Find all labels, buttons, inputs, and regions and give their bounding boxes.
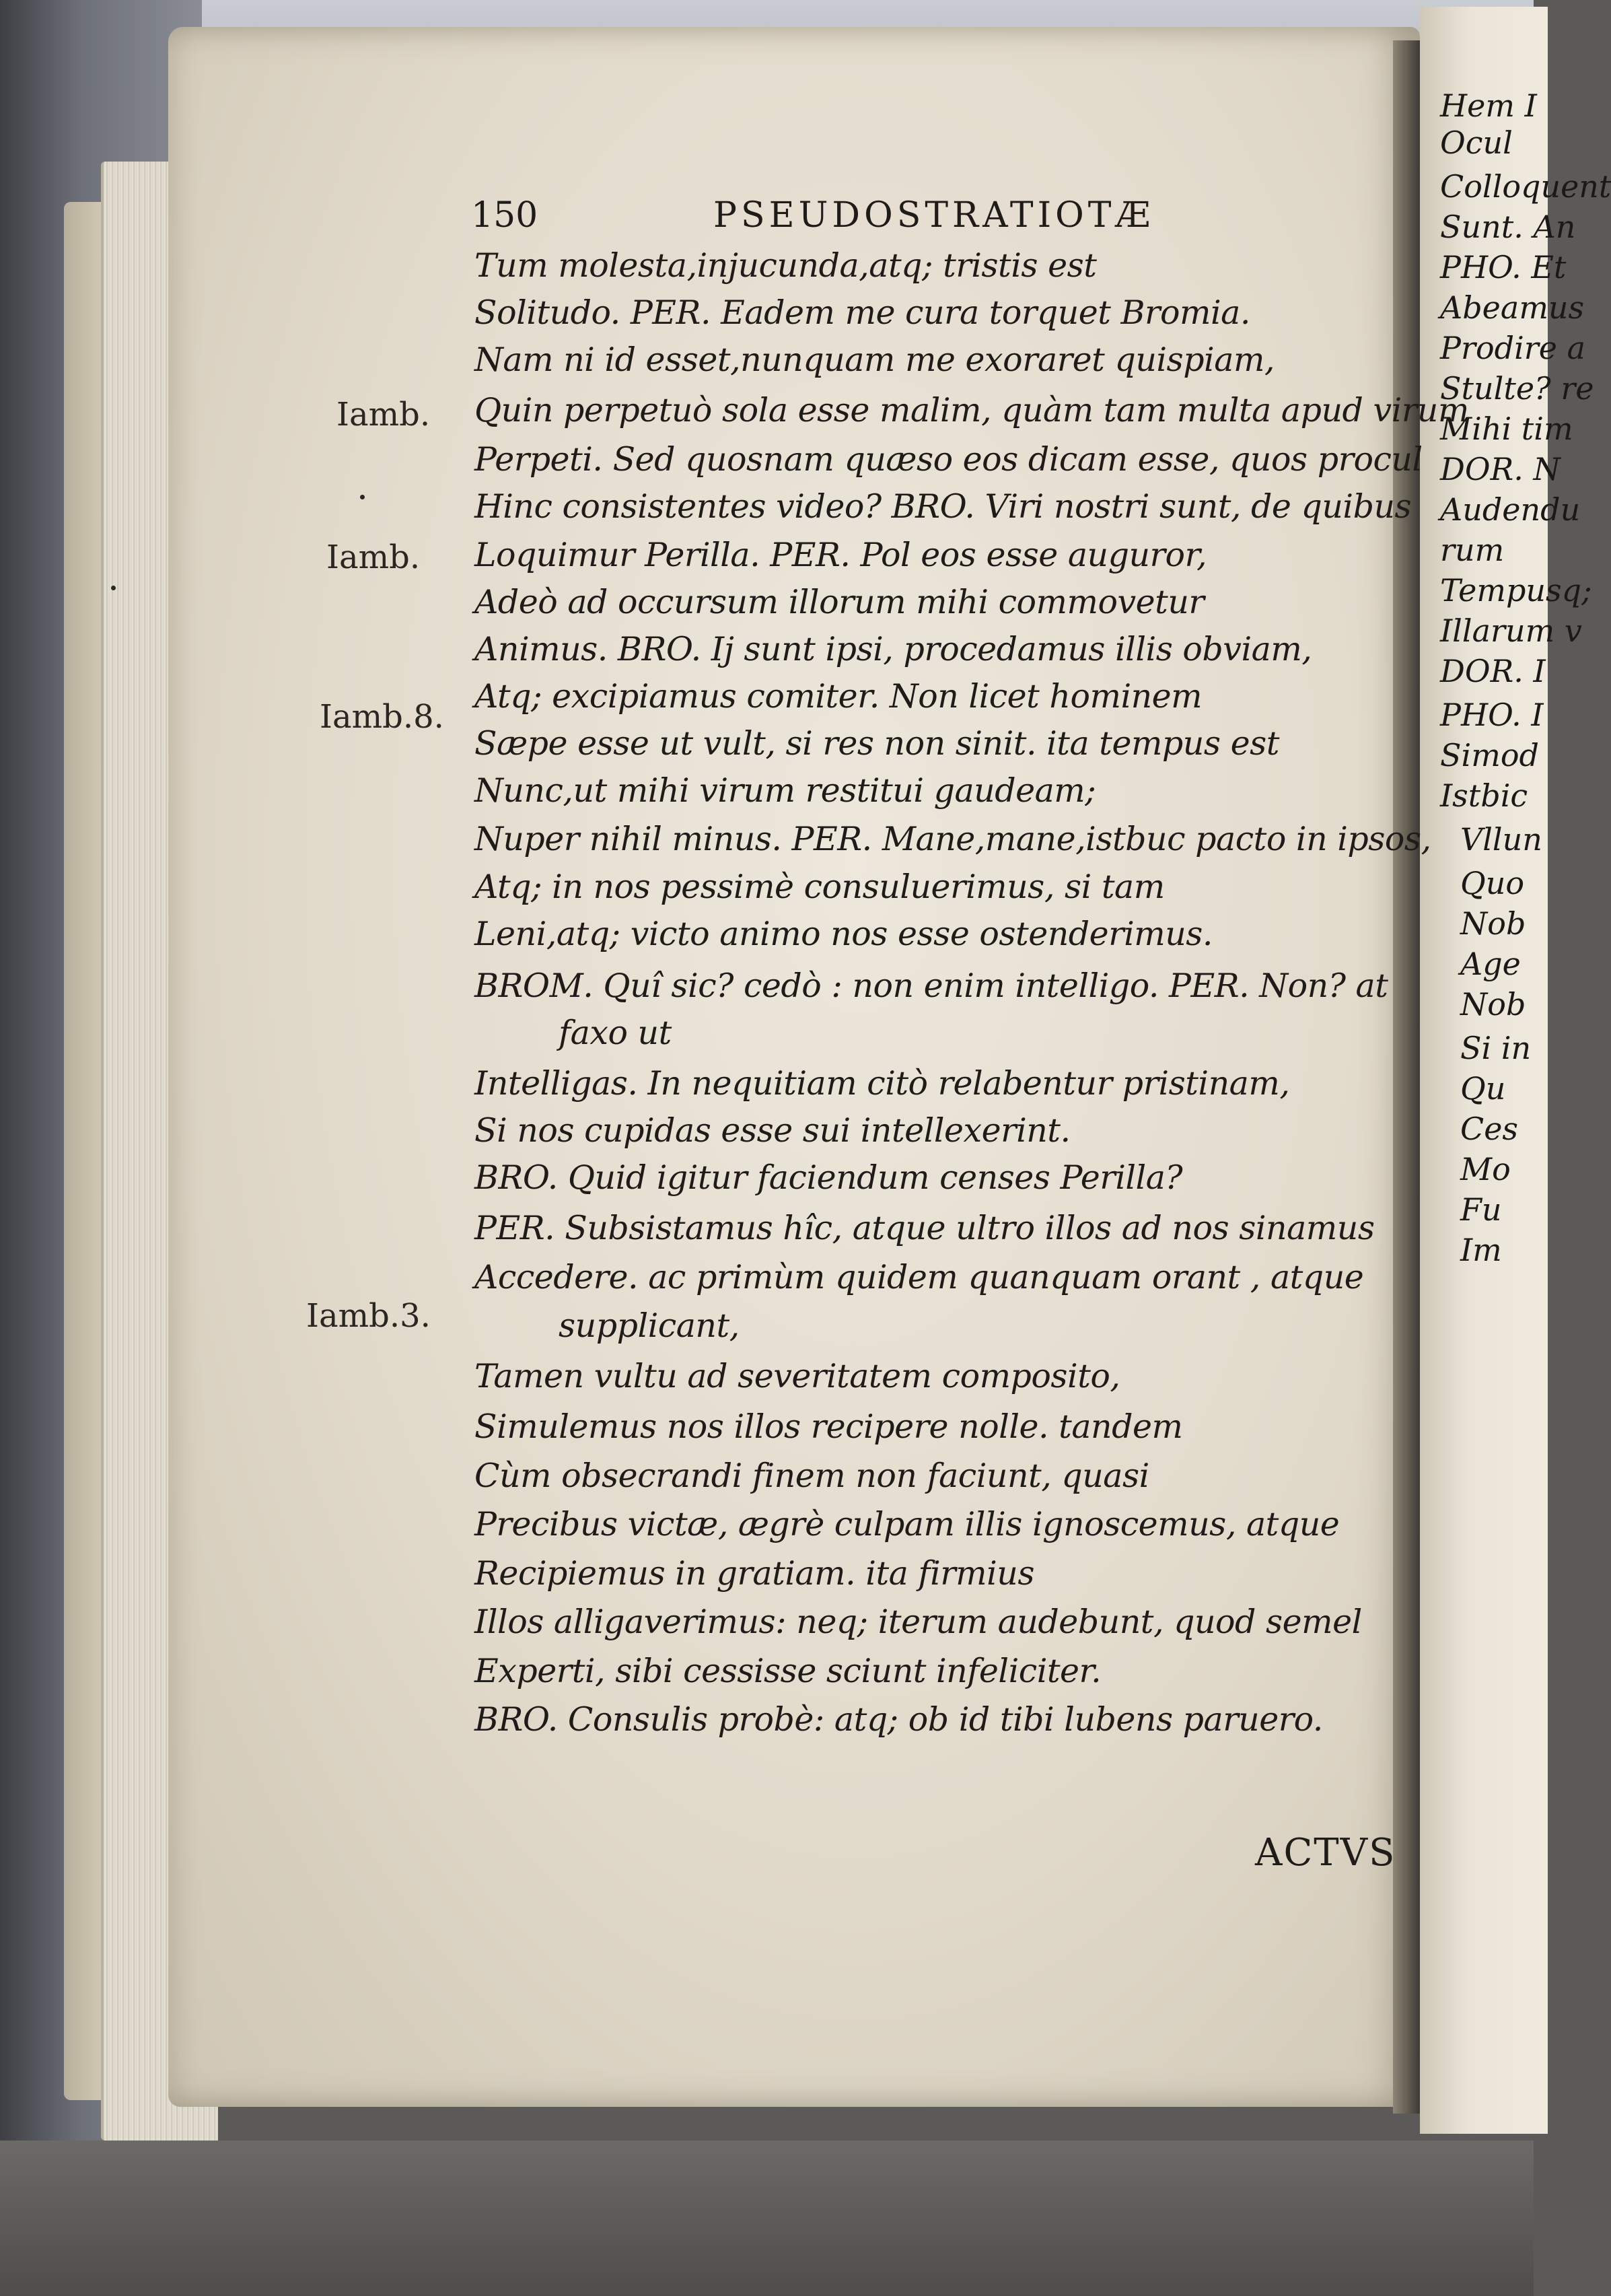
text-line: Illos alligaverimus: neq; iterum audebunt, quod semel [474, 1603, 1362, 1641]
facing-page-text: Im [1460, 1232, 1502, 1268]
text-line: Precibus victæ, ægrè culpam illis ignoscemus, atque [474, 1505, 1340, 1543]
text-line: BRO. Consulis probè: atq; ob id tibi lubens paruero. [474, 1700, 1323, 1739]
facing-page-text: Mo [1460, 1151, 1511, 1187]
facing-page-text: Si in [1460, 1030, 1532, 1066]
facing-page-text: Nob [1460, 905, 1526, 942]
text-line: Solitudo. PER. Eadem me cura torquet Bromia. [474, 293, 1250, 332]
text-line: Experti, sibi cessisse sciunt infeliciter. [474, 1652, 1102, 1690]
text-line: Leni,atq; victo animo nos esse ostenderimus. [474, 915, 1213, 953]
facing-page-text: Illarum v [1440, 613, 1582, 649]
text-line: Perpeti. Sed quosnam quæso eos dicam esse, quos procul [474, 440, 1423, 479]
text-line: Sæpe esse ut vult, si res non sinit. ita tempus est [474, 724, 1279, 763]
text-line: BROM. Quî sic? cedò : non enim intelligo. PER. Non? at [474, 967, 1388, 1005]
facing-page-text: Vllun [1460, 821, 1542, 858]
page-header [471, 195, 1366, 249]
margin-note: Iamb.8. [320, 698, 444, 736]
margin-note: Iamb. [326, 538, 421, 576]
text-line: Tum molesta,injucunda,atq; tristis est [474, 246, 1097, 285]
text-line: Animus. BRO. Ij sunt ipsi, procedamus illis obviam, [474, 630, 1312, 668]
text-line: Atq; excipiamus comiter. Non licet hominem [474, 677, 1203, 716]
facing-page-text: Hem I [1440, 88, 1537, 124]
facing-page-text: Quo [1460, 865, 1525, 901]
text-line: Accedere. ac primùm quidem quanquam orant , atque [474, 1258, 1364, 1296]
facing-page-text: rum [1440, 532, 1505, 568]
text-line: Si nos cupidas esse sui intellexerint. [474, 1111, 1071, 1150]
text-line: Nam ni id esset,nunquam me exoraret quispiam, [474, 341, 1275, 379]
facing-page-text: Simod [1440, 737, 1539, 773]
facing-page-text: PHO. I [1440, 697, 1544, 733]
facing-page-text: Abeamus [1440, 289, 1585, 326]
facing-page-text: DOR. I [1440, 653, 1546, 689]
catchword: ACTVS [1255, 1831, 1396, 1875]
text-line: Tamen vultu ad severitatem composito, [474, 1357, 1120, 1395]
facing-page-text: Qu [1460, 1070, 1506, 1107]
text-line: Simulemus nos illos recipere nolle. tandem [474, 1407, 1183, 1446]
facing-page-text: PHO. Et [1440, 249, 1567, 285]
page-number: 150 [471, 195, 538, 236]
facing-page-text: Sunt. An [1440, 209, 1576, 245]
text-line: supplicant, [559, 1307, 740, 1345]
ink-dot [111, 586, 116, 590]
text-line: Recipiemus in gratiam. ita firmius [474, 1554, 1035, 1593]
margin-note: Iamb. [336, 396, 431, 433]
text-line: Hinc consistentes video? BRO. Viri nostri sunt, de quibus [474, 487, 1412, 526]
facing-page-text: Fu [1460, 1191, 1502, 1228]
text-line: Nunc,ut mihi virum restitui gaudeam; [474, 771, 1096, 810]
text-line: BRO. Quid igitur faciendum censes Perilla? [474, 1158, 1183, 1197]
facing-page-text: DOR. N [1440, 451, 1561, 487]
facing-page-text: Prodire a [1440, 330, 1586, 366]
text-line: Cùm obsecrandi finem non faciunt, quasi [474, 1457, 1149, 1495]
facing-page-text: Tempusq; [1440, 572, 1592, 608]
facing-page-text: Age [1460, 946, 1521, 982]
facing-page-text: Colloquent [1440, 168, 1611, 205]
background-bottom [0, 2141, 1534, 2296]
text-line: Loquimur Perilla. PER. Pol eos esse auguror, [474, 536, 1207, 574]
facing-page-text: Mihi tim [1440, 411, 1573, 447]
facing-page-text: Stulte? re [1440, 370, 1594, 407]
facing-page-text: Istbic [1440, 777, 1528, 814]
facing-page-text: Ocul [1440, 125, 1513, 161]
text-line: Intelligas. In nequitiam citò relabentur pristinam, [474, 1064, 1290, 1103]
text-line: faxo ut [559, 1014, 672, 1052]
facing-page-text: Nob [1460, 986, 1526, 1022]
ink-dot [360, 495, 365, 499]
running-head: PSEUDOSTRATIOTÆ [713, 195, 1155, 236]
facing-page-text: Ces [1460, 1111, 1519, 1147]
book-page-right [1420, 7, 1611, 2134]
text-line: Atq; in nos pessimè consuluerimus, si tam [474, 868, 1165, 906]
margin-note: Iamb.3. [306, 1297, 431, 1335]
facing-page-text: Audendu [1440, 491, 1581, 528]
text-line: Adeò ad occursum illorum mihi commovetur [474, 583, 1205, 621]
text-line: PER. Subsistamus hîc, atque ultro illos ad nos sinamus [474, 1209, 1375, 1247]
text-line: Quin perpetuò sola esse malim, quàm tam multa apud virum [474, 391, 1469, 429]
text-line: Nuper nihil minus. PER. Mane,mane,istbuc pacto in ipsos, [474, 820, 1431, 858]
